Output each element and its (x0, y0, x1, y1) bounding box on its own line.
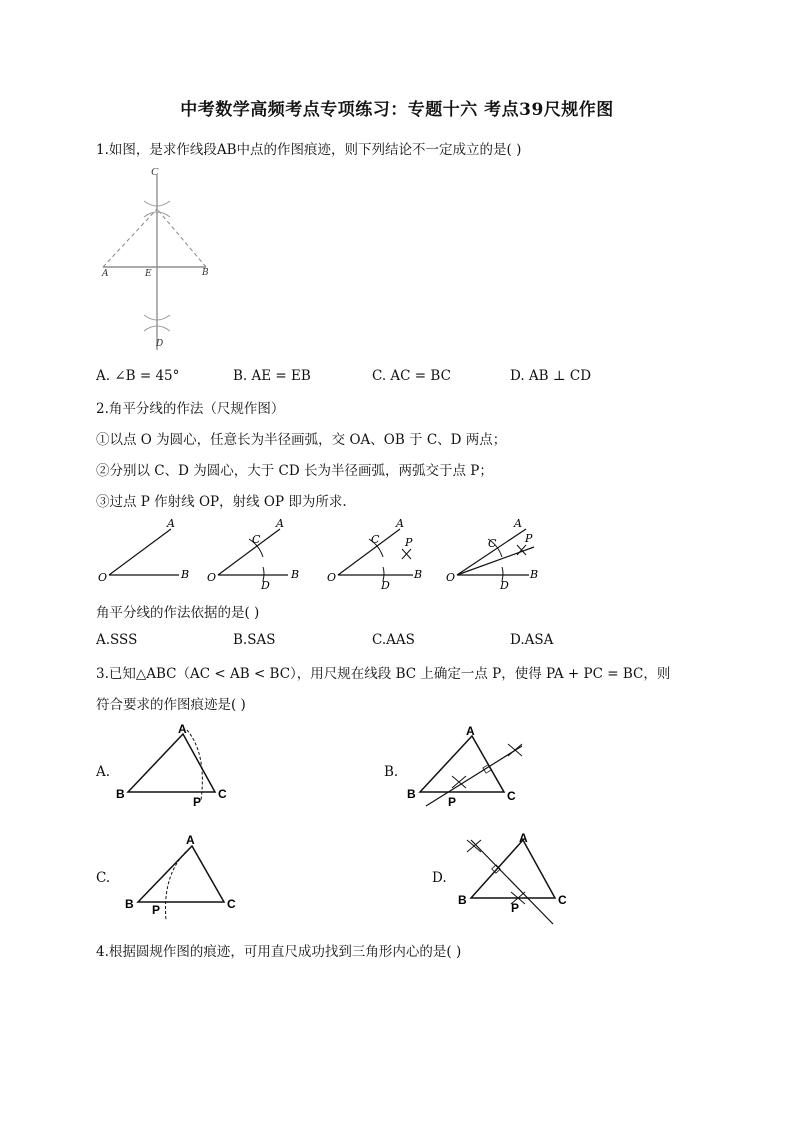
svg-text:O: O (207, 571, 217, 584)
q3-choice-a[interactable]: A. (96, 764, 111, 780)
svg-text:B: B (116, 787, 125, 801)
svg-text:A: A (186, 833, 195, 847)
q2-step-2: ②分别以 C、D 为圆心，大于 CD 长为半径画弧，两弧交于点 P； (96, 463, 493, 479)
svg-text:D: D (500, 579, 509, 592)
svg-text:A: A (514, 517, 522, 530)
svg-text:O: O (98, 571, 108, 584)
q3-choice-d[interactable]: D. (432, 870, 447, 886)
q1-label-a: A (102, 269, 109, 279)
q2-step-3: ③过点 P 作射线 OP，射线 OP 即为所求. (96, 494, 347, 510)
svg-text:B: B (125, 897, 134, 911)
svg-text:C: C (507, 789, 516, 803)
q3-figure-b (404, 722, 534, 814)
svg-text:B: B (407, 787, 416, 801)
q3-choice-c[interactable]: C. (96, 870, 111, 886)
svg-text:C: C (218, 787, 227, 801)
q3-figure-d (455, 832, 580, 927)
svg-text:B: B (458, 893, 467, 907)
q2-option-c[interactable]: C.AAS (372, 632, 415, 648)
svg-text:P: P (152, 903, 161, 917)
svg-text:D: D (381, 579, 390, 592)
svg-text:B: B (181, 568, 190, 581)
svg-text:A: A (396, 517, 404, 530)
q2-figure-4 (444, 517, 554, 592)
svg-text:C: C (252, 533, 261, 546)
svg-text:P: P (525, 532, 533, 545)
q1-option-a[interactable]: A. ∠B = 45° (96, 368, 180, 384)
svg-text:P: P (448, 795, 457, 809)
svg-text:A: A (178, 722, 187, 736)
svg-text:C: C (371, 533, 380, 546)
q1-label-b: B (202, 268, 209, 278)
q3-stem-line2: 符合要求的作图痕迹是( ) (96, 697, 246, 713)
q2-step-1: ①以点 O 为圆心，任意长为半径画弧，交 OA、OB 于 C、D 两点； (96, 432, 507, 448)
svg-text:A: A (519, 831, 528, 845)
q2-figure-1 (96, 517, 196, 587)
svg-text:B: B (414, 568, 423, 581)
q1-figure (96, 165, 226, 355)
q2-option-b[interactable]: B.SAS (233, 632, 276, 648)
q2-figure-3 (325, 517, 435, 592)
q1-label-d: D (156, 339, 164, 349)
q2-question: 角平分线的作法依据的是( ) (96, 605, 260, 621)
svg-text:P: P (193, 795, 202, 809)
svg-text:C: C (227, 897, 236, 911)
q1-label-e: E (145, 269, 152, 279)
q2-figure-2 (205, 517, 315, 592)
svg-text:A: A (276, 517, 284, 530)
q1-option-d[interactable]: D. AB ⊥ CD (510, 368, 592, 384)
q3-choice-b[interactable]: B. (384, 764, 399, 780)
q1-label-c: C (151, 166, 159, 178)
q2-option-a[interactable]: A.SSS (96, 632, 138, 648)
svg-text:A: A (167, 517, 175, 530)
q3-stem-line1: 3.已知△ABC（AC < AB < BC），用尺规在线段 BC 上确定一点 P，使得 PA + PC = BC，则 (96, 666, 671, 682)
svg-text:C: C (488, 537, 497, 550)
q2-option-d[interactable]: D.ASA (510, 632, 554, 648)
svg-text:D: D (261, 579, 270, 592)
page-title: 中考数学高频考点专项练习：专题十六 考点39尺规作图 (180, 100, 614, 120)
q3-figure-c (122, 832, 242, 924)
q4-stem: 4.根据圆规作图的痕迹，可用直尺成功找到三角形内心的是( ) (96, 944, 462, 960)
svg-text:O: O (446, 571, 456, 584)
q3-figure-a (115, 722, 235, 814)
svg-text:A: A (466, 724, 475, 738)
q1-option-b[interactable]: B. AE = EB (233, 368, 311, 384)
svg-text:O: O (327, 571, 337, 584)
svg-text:P: P (405, 536, 413, 549)
q1-stem: 1.如图，是求作线段AB中点的作图痕迹，则下列结论不一定成立的是( ) (96, 142, 522, 158)
svg-text:B: B (530, 568, 539, 581)
q2-stem: 2.角平分线的作法（尺规作图） (96, 401, 285, 417)
q1-option-c[interactable]: C. AC = BC (372, 368, 451, 384)
svg-text:C: C (558, 893, 567, 907)
svg-text:B: B (291, 568, 300, 581)
svg-text:P: P (511, 901, 520, 915)
